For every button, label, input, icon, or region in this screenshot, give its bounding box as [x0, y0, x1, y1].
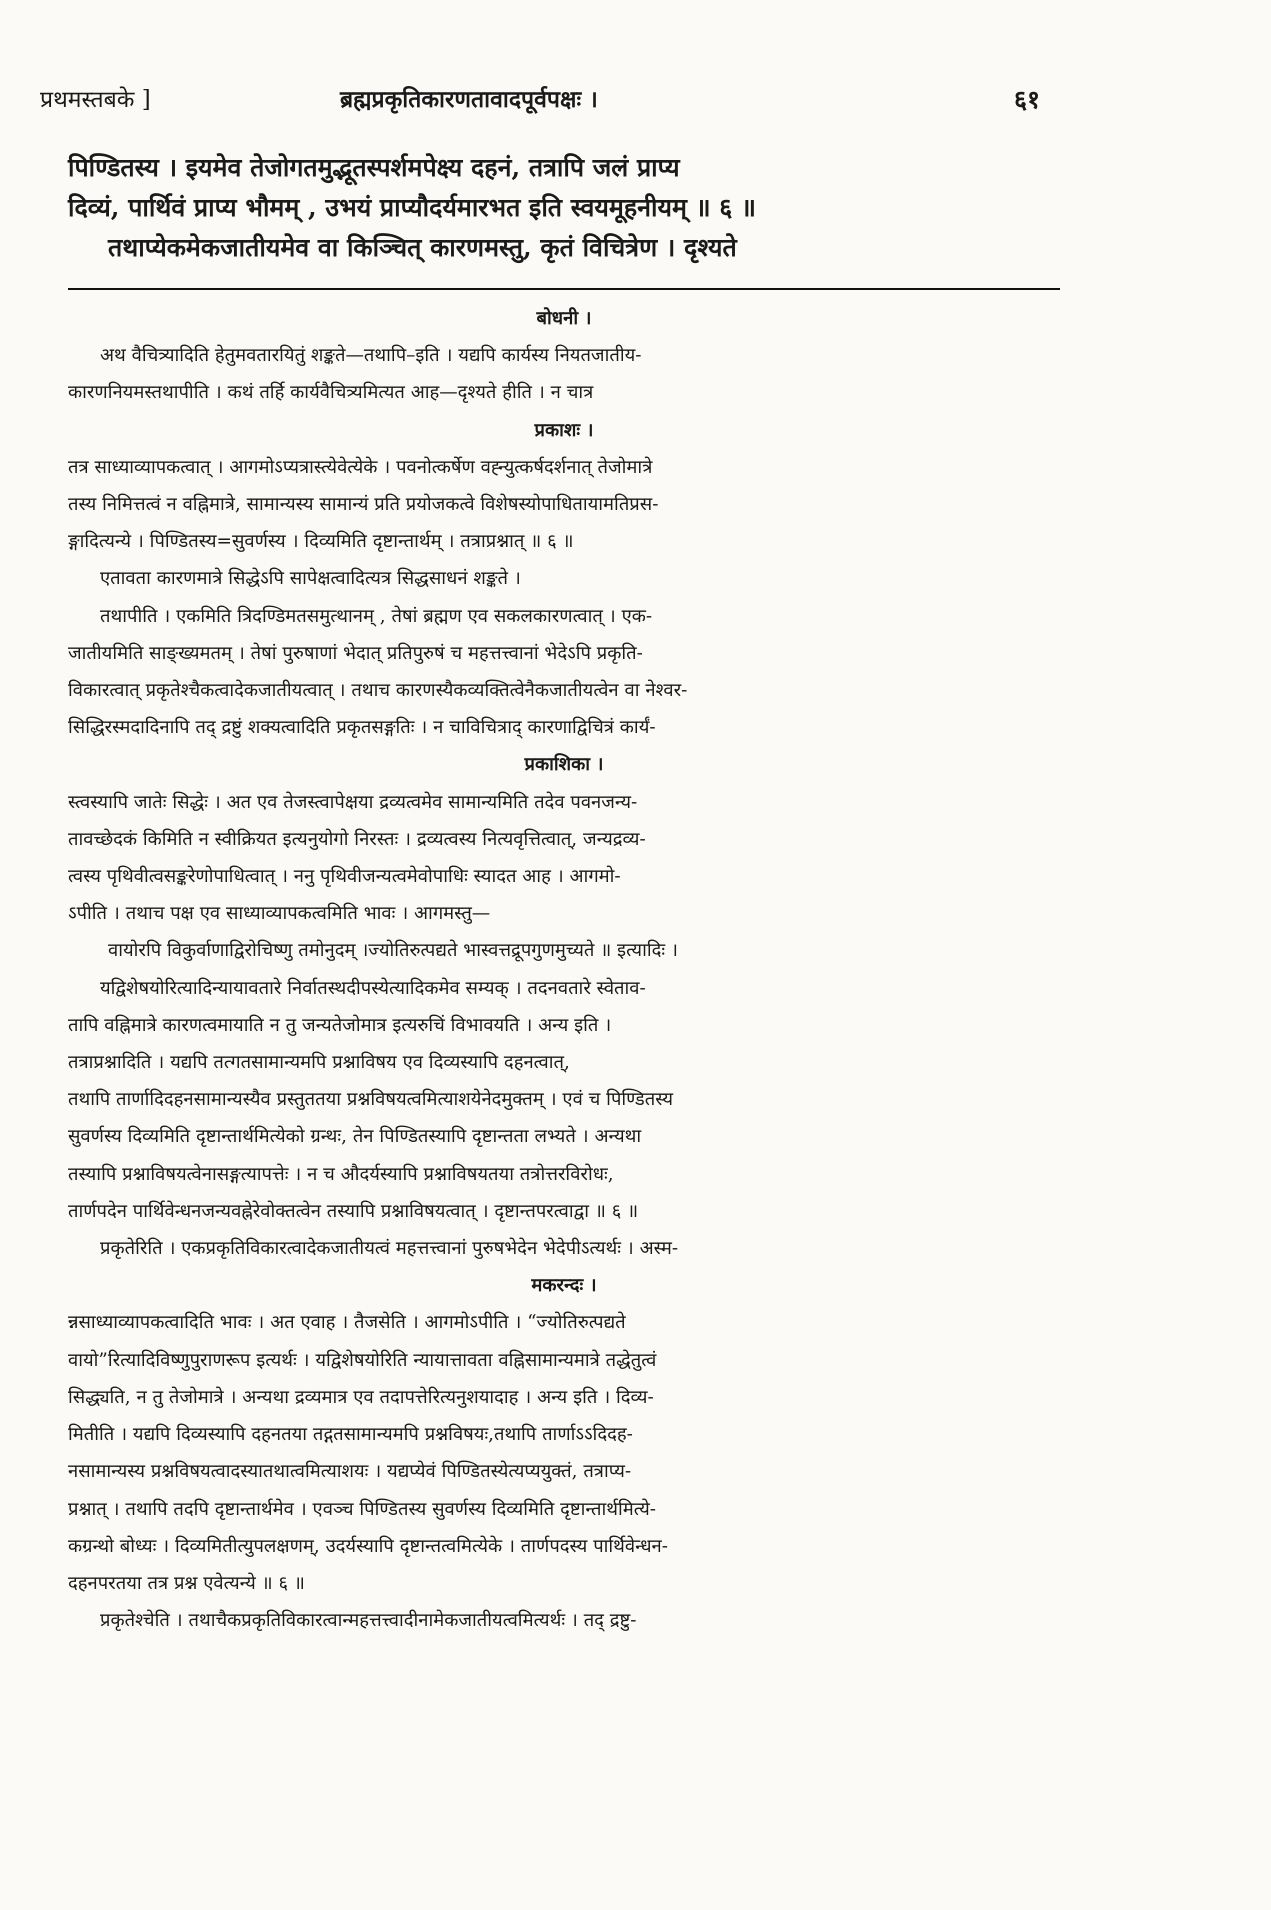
root-line: पिण्डितस्य । इयमेव तेजोगतमुद्भूतस्पर्शमपेक्ष्य दहनं, तत्रापि जलं प्राप्य [68, 153, 680, 182]
prakasha-line: ङ्गादित्यन्ये । पिण्डितस्य=सुवर्णस्य । दिव्यमिति दृष्टान्तार्थम् । तत्राप्रश्नात् ॥ ६ ॥ [68, 531, 574, 553]
verse-quote: वायोरपि विकुर्वाणाद्विरोचिष्णु तमोनुदम् ।ज्योतिरुत्पद्यते भास्वत्तद्रूपगुणमुच्यते ॥ इत्यादिः । [108, 940, 678, 962]
section-title: ब्रह्मप्रकृतिकारणतावादपूर्वपक्षः । [340, 86, 598, 113]
root-line: तथाप्येकमेकजातीयमेव वा किञ्चित् कारणमस्तु, कृतं विचित्रेण । दृश्यते [108, 233, 737, 262]
prakashika-heading: प्रकाशिका । [524, 754, 604, 776]
prakashika-line: सुवर्णस्य दिव्यमिति दृष्टान्तार्थमित्येको ग्रन्थः, तेन पिण्डितस्यापि दृष्टान्तता लभ्यते । अन्यथा [68, 1126, 642, 1148]
makaranda-line: न्नसाध्याव्यापकत्वादिति भावः । अत एवाह । तैजसेति । आगमोऽपीति । “ज्योतिरुत्पद्यते [68, 1312, 626, 1334]
root-text [68, 148, 1060, 268]
page-number: ६१ [1013, 85, 1040, 114]
prakashika-line: तस्यापि प्रश्नाविषयत्वेनासङ्गत्यापत्तेः । न च औदर्यस्यापि प्रश्नाविषयतया तत्रोत्तरविरोधः, [68, 1163, 614, 1185]
divider-rule [68, 288, 1060, 290]
prakasha-heading: प्रकाशः । [534, 419, 594, 441]
prakasha-line: तत्र साध्याव्यापकत्वात् । आगमोऽप्यत्रास्त्येवेत्येके । पवनोत्कर्षेण वह्न्युत्कर्षदर्शनात् तेजोमात्रे [68, 456, 653, 478]
prakasha-line: तस्य निमित्तत्वं न वह्निमात्रे, सामान्यस्य सामान्यं प्रति प्रयोजकत्वे विशेषस्योपाधितायामतिप्रस- [68, 494, 659, 516]
prakasha-line: विकारत्वात् प्रकृतेश्चैकत्वादेकजातीयत्वात् । तथाच कारणस्यैकव्यक्तित्वेनैकजातीयत्वेन वा नेश्वर- [68, 680, 688, 702]
prakashika-line: यद्विशेषयोरित्यादिन्यायावतारे निर्वातस्थदीपस्येत्यादिकमेव सम्यक् । तदनवतारे स्वेताव- [100, 977, 646, 999]
prakashika-line: तत्राप्रश्नादिति । यद्यपि तत्गतसामान्यमपि प्रश्नाविषय एव दिव्यस्यापि दहनत्वात्, [68, 1052, 570, 1074]
makaranda-line: प्रश्नात् । तथापि तदपि दृष्टान्तार्थमेव । एवञ्च पिण्डितस्य सुवर्णस्य दिव्यमिति दृष्टान्तार्थमित्ये- [68, 1498, 656, 1520]
prakashika-line: तावच्छेदकं किमिति न स्वीक्रियत इत्यनुयोगो निरस्तः । द्रव्यत्वस्य नित्यवृत्तित्वात्, जन्यद्रव्य- [68, 828, 646, 850]
prakashika-line: त्वस्य पृथिवीत्वसङ्करेणोपाधित्वात् । ननु पृथिवीजन्यत्वमेवोपाधिः स्यादत आह । आगमो- [68, 866, 621, 888]
makaranda-line: मितीति । यद्यपि दिव्यस्यापि दहनतया तद्गतसामान्यमपि प्रश्नविषयः,तथापि तार्णाऽऽदिदह- [68, 1424, 633, 1446]
prakashika-line: तापि वह्निमात्रे कारणत्वमायाति न तु जन्यतेजोमात्र इत्यरुचिं विभावयति । अन्य इति । [68, 1014, 612, 1036]
makaranda-line: दहनपरतया तत्र प्रश्न एवेत्यन्ये ॥ ६ ॥ [68, 1572, 305, 1594]
bodhani-line: कारणनियमस्तथापीति । कथं तर्हि कार्यवैचित्र्यमित्यत आह—दृश्यते हीति । न चात्र [68, 382, 594, 404]
makaranda-heading: मकरन्दः । [531, 1275, 597, 1297]
makaranda-line: वायो”रित्यादिविष्णुपुराणरूप इत्यर्थः । यद्विशेषयोरिति न्यायात्तावता वह्निसामान्यमात्रे तद्धेतुत्वं [68, 1349, 657, 1371]
bodhani-heading: बोधनी । [536, 308, 592, 329]
bodhani-line: अथ वैचित्र्यादिति हेतुमवतारयितुं शङ्कते—तथापि–इति । यद्यपि कार्यस्य नियतजातीय- [100, 345, 642, 367]
prakasha-line: सिद्धिरस्मदादिनापि तद् द्रष्टुं शक्यत्वादिति प्रकृतसङ्गतिः । न चाविचित्राद् कारणाद्विचित्रं कार्यं- [68, 717, 656, 739]
prakasha-line: तथापीति । एकमिति त्रिदण्डिमतसमुत्थानम् , तेषां ब्रह्मण एव सकलकारणत्वात् । एक- [100, 605, 653, 627]
prakashika-line: तथापि तार्णादिदहनसामान्यस्यैव प्रस्तुततया प्रश्नविषयत्वमित्याशयेनेदमुक्तम् । एवं च पिण्डितस्य [68, 1089, 674, 1111]
makaranda-line: नसामान्यस्य प्रश्नविषयत्वादस्यातथात्वमित्याशयः । यद्यप्येवं पिण्डितस्येत्यप्ययुक्तं, तत्राप्य- [68, 1461, 632, 1483]
prakashika-line: ऽपीति । तथाच पक्ष एव साध्याव्यापकत्वमिति भावः । आगमस्तु— [68, 903, 491, 925]
chapter-label: प्रथमस्तबके ] [40, 87, 151, 113]
commentary-block [68, 300, 1060, 1639]
makaranda-line: प्रकृतेश्चेति । तथाचैकप्रकृतिविकारत्वान्महत्तत्त्वादीनामेकजातीयत्वमित्यर्थः । तद् द्रष्टु- [100, 1610, 637, 1632]
prakasha-line: जातीयमिति साङ्ख्यमतम् । तेषां पुरुषाणां भेदात् प्रतिपुरुषं च महत्तत्त्वानां भेदेऽपि प्रकृति- [68, 642, 643, 664]
prakasha-line: एतावता कारणमात्रे सिद्धेऽपि सापेक्षत्वादित्यत्र सिद्धसाधनं शङ्कते । [100, 568, 521, 590]
prakashika-line: स्त्वस्यापि जातेः सिद्धेः । अत एव तेजस्त्वापेक्षया द्रव्यत्वमेव सामान्यमिति तदेव पवनजन्य- [68, 791, 638, 813]
prakashika-line: तार्णपदेन पार्थिवेन्धनजन्यवह्नेरेवोक्तत्वेन तस्यापि प्रश्नाविषयत्वात् । दृष्टान्तपरत्वाद्वा ॥ ६ ॥ [68, 1200, 639, 1222]
root-line: दिव्यं, पार्थिवं प्राप्य भौमम् , उभयं प्राप्यौदर्यमारभत इति स्वयमूहनीयम् ॥ ६ ॥ [68, 193, 756, 222]
makaranda-line: सिद्ध्यति, न तु तेजोमात्रे । अन्यथा द्रव्यमात्र एव तदापत्तेरित्यनुशयादाह । अन्य इति । दिव्य- [68, 1386, 654, 1408]
running-header [40, 82, 1040, 122]
makaranda-line: कग्रन्थो बोध्यः । दिव्यमितीत्युपलक्षणम्, उदर्यस्यापि दृष्टान्तत्वमित्येके । तार्णपदस्य पार्थिवेन्धन- [68, 1535, 668, 1557]
prakashika-line: प्रकृतेरिति । एकप्रकृतिविकारत्वादेकजातीयत्वं महत्तत्त्वानां पुरुषभेदेन भेदेपीऽत्यर्थः । अस्म- [100, 1238, 679, 1260]
